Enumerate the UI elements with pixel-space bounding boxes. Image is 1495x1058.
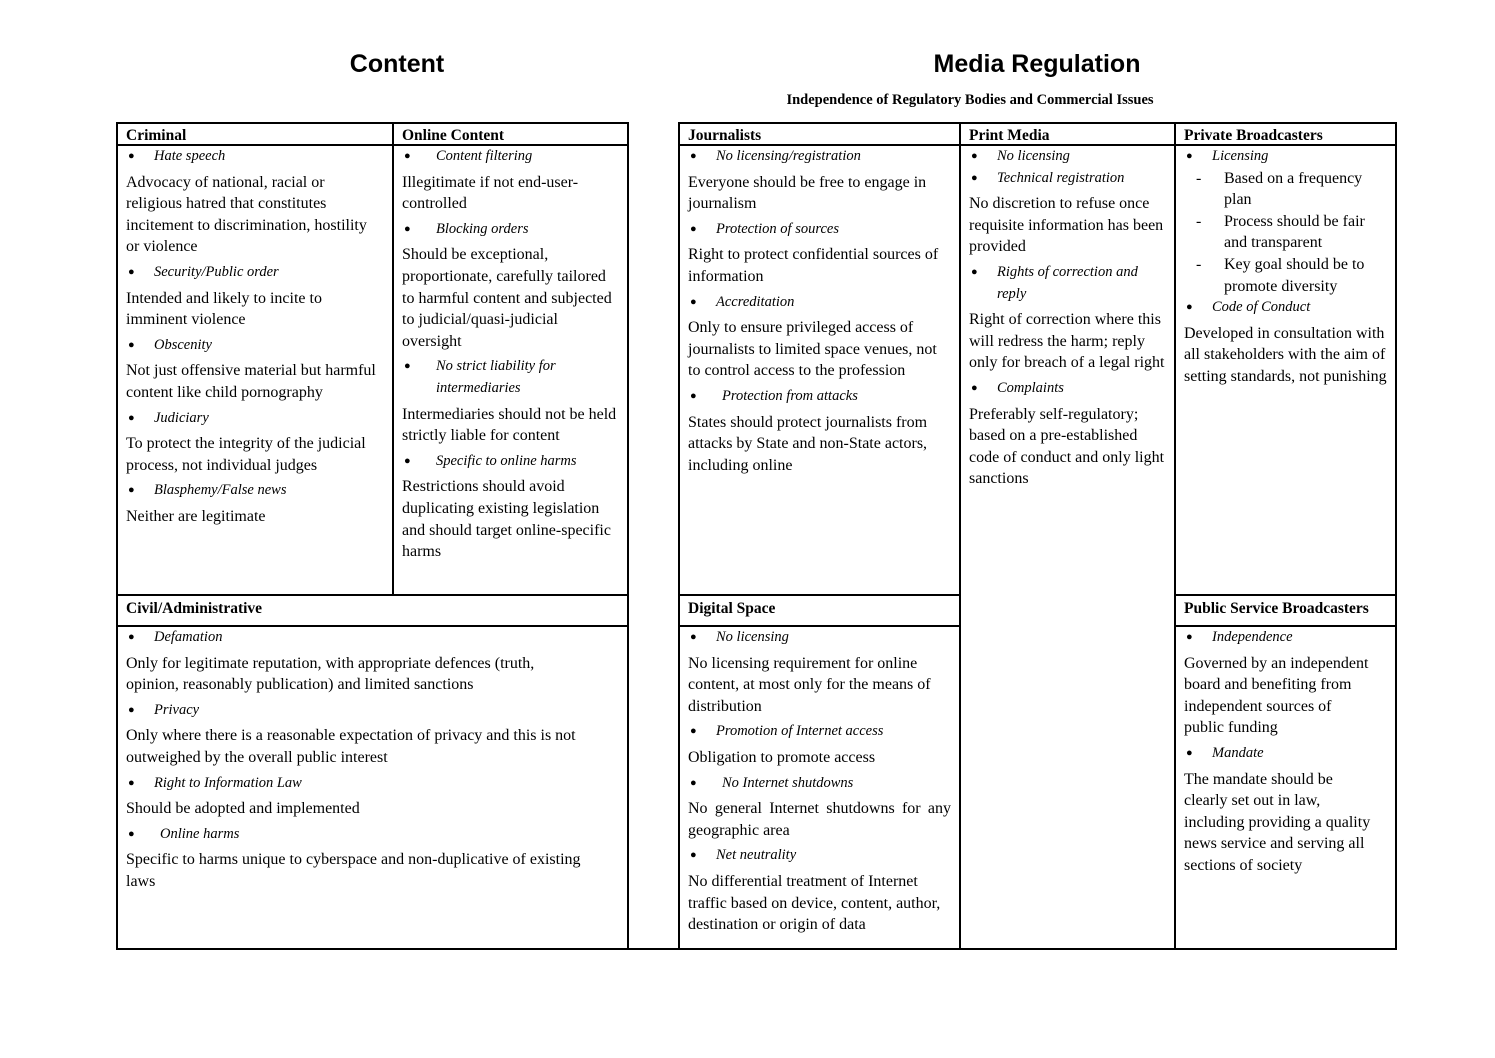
criminal-bullet: Blasphemy/False news <box>154 482 287 499</box>
bullet-icon: ● <box>690 222 697 235</box>
bullet-icon: ● <box>1186 301 1193 314</box>
bullet-icon: ● <box>128 411 135 424</box>
journalists-bullet: Protection from attacks <box>722 387 858 404</box>
online-text: Should be exceptional, proportionate, carefully tailored to harmful content and subjected to judicial/quasi-judicial oversight <box>402 246 612 350</box>
print-text: No discretion to refuse once requisite information has been provided <box>969 195 1164 256</box>
bullet-icon: ● <box>690 631 697 643</box>
journalists-bullet: Protection of sources <box>716 220 839 237</box>
bullet-icon: ● <box>128 150 135 162</box>
print-bullet: Rights of correction and reply <box>997 263 1138 302</box>
bullet-icon: ● <box>128 484 135 497</box>
journalists-cell <box>680 146 959 480</box>
dash-icon: - <box>1196 169 1202 187</box>
bullet-icon: ● <box>404 222 411 235</box>
digital-text: Obligation to promote access <box>688 748 876 766</box>
online-bullet: Specific to online harms <box>436 452 577 469</box>
media-regulation-title: Media Regulation <box>933 50 1141 78</box>
private-bullet: Licensing <box>1212 148 1269 164</box>
digital-text: No licensing requirement for online content, at most only for the means of distribution <box>688 654 931 715</box>
private-text: Developed in consultation with all stakeholders with the aim of setting standards, not punishing <box>1184 324 1387 385</box>
divider <box>1174 594 1397 596</box>
civil-bullet: Online harms <box>160 825 240 842</box>
bullet-icon: ● <box>690 776 697 789</box>
bullet-icon: ● <box>690 725 697 738</box>
criminal-text: Not just offensive material but harmful content like child pornography <box>126 362 376 401</box>
journalists-header: Journalists <box>688 127 762 144</box>
criminal-bullet: Judiciary <box>154 409 209 426</box>
journalists-text: Everyone should be free to engage in journalism <box>688 173 927 213</box>
online-bullet: No strict liability for intermediaries <box>436 358 556 396</box>
divider <box>678 594 961 596</box>
bullet-icon: ● <box>128 631 135 643</box>
bullet-icon: ● <box>971 171 978 184</box>
criminal-bullet: Obscenity <box>154 336 212 353</box>
public-service-broadcasters-cell <box>1176 627 1395 881</box>
bullet-icon: ● <box>971 265 978 278</box>
criminal-text: Advocacy of national, racial or religious hatred that constitutes incitement to discrimination, hostility or violence <box>126 173 367 256</box>
private-broadcasters-cell <box>1176 146 1395 392</box>
private-broadcasters-header: Private Broadcasters <box>1184 127 1323 144</box>
digital-bullet: No licensing <box>716 629 789 645</box>
digital-space-cell <box>680 627 959 940</box>
bullet-icon: ● <box>404 454 411 467</box>
civil-text: Only where there is a reasonable expectation of privacy and this is not outweighed by the overall public interest <box>126 727 576 766</box>
print-media-header: Print Media <box>969 127 1050 144</box>
bullet-icon: ● <box>971 381 978 394</box>
bullet-icon: ● <box>1186 631 1193 643</box>
civil-text: Specific to harms unique to cyberspace and non-duplicative of existing laws <box>126 851 581 890</box>
bullet-icon: ● <box>690 150 697 162</box>
digital-text: No differential treatment of Internet traffic based on device, content, author, destination or origin of data <box>688 872 941 934</box>
psb-bullet: Mandate <box>1212 744 1264 761</box>
civil-text: Only for legitimate reputation, with appropriate defences (truth, opinion, reasonably publication) and limited sanctions <box>126 654 535 694</box>
journalists-bullet: Accreditation <box>716 293 795 310</box>
journalists-bullet: No licensing/registration <box>716 148 861 164</box>
psb-text: Governed by an independent board and benefiting from independent sources of public funding <box>1184 654 1369 737</box>
psb-text: The mandate should be clearly set out in law, including providing a quality news service and serving all sections of society <box>1184 770 1371 874</box>
print-text: Preferably self-regulatory; based on a pre-established code of conduct and only light sanctions <box>969 405 1165 488</box>
online-text: Intermediaries should not be held strictly liable for content <box>402 405 617 445</box>
bullet-icon: ● <box>690 849 697 862</box>
civil-bullet: Privacy <box>154 701 200 718</box>
private-sub-item: Key goal should be to promote diversity <box>1224 255 1365 295</box>
private-sub-item: Process should be fair and transparent <box>1224 212 1365 252</box>
journalists-text: Right to protect confidential sources of information <box>688 246 939 285</box>
dash-icon: - <box>1196 255 1202 273</box>
online-text: Illegitimate if not end-user-controlled <box>402 173 579 213</box>
criminal-bullet: Hate speech <box>154 148 226 164</box>
journalists-text: Only to ensure privileged access of journalists to limited space venues, not to control access to the profession <box>688 319 937 380</box>
criminal-cell <box>118 146 392 532</box>
civil-header: Civil/Administrative <box>126 600 263 617</box>
bullet-icon: ● <box>404 150 411 162</box>
content-title: Content <box>349 50 445 78</box>
journalists-text: States should protect journalists from attacks by State and non-State actors, including online <box>688 413 928 474</box>
bullet-icon: ● <box>128 703 135 716</box>
bullet-icon: ● <box>1186 150 1193 162</box>
bullet-icon: ● <box>690 389 697 402</box>
print-media-cell <box>961 146 1174 494</box>
criminal-header: Criminal <box>126 127 187 144</box>
civil-cell <box>118 627 627 897</box>
bullet-icon: ● <box>128 827 135 840</box>
civil-text: Should be adopted and implemented <box>126 800 360 818</box>
bullet-icon: ● <box>128 776 135 789</box>
digital-text: No general Internet shutdowns for any geographic area <box>688 800 951 839</box>
psb-bullet: Independence <box>1212 629 1293 645</box>
bullet-icon: ● <box>971 150 978 162</box>
bullet-icon: ● <box>1186 746 1193 759</box>
digital-bullet: Net neutrality <box>716 847 797 864</box>
dash-icon: - <box>1196 212 1202 230</box>
private-bullet: Code of Conduct <box>1212 299 1311 316</box>
digital-bullet: No Internet shutdowns <box>722 774 854 791</box>
criminal-text: To protect the integrity of the judicial process, not individual judges <box>126 435 366 474</box>
bullet-icon: ● <box>128 338 135 351</box>
online-text: Restrictions should avoid duplicating existing legislation and should target online-specific harms <box>402 478 611 561</box>
criminal-bullet: Security/Public order <box>154 263 279 280</box>
bullet-icon: ● <box>404 360 411 373</box>
print-bullet: Technical registration <box>997 169 1125 186</box>
online-bullet: Content filtering <box>436 148 533 164</box>
divider <box>627 122 629 950</box>
print-text: Right of correction where this will redress the harm; reply only for breach of a legal right <box>969 311 1165 372</box>
digital-bullet: Promotion of Internet access <box>716 723 884 740</box>
bullet-icon: ● <box>690 295 697 308</box>
divider <box>116 948 1397 950</box>
digital-space-header: Digital Space <box>688 600 776 617</box>
divider <box>116 594 629 596</box>
civil-bullet: Right to Information Law <box>154 774 302 791</box>
civil-bullet: Defamation <box>154 629 223 645</box>
bullet-icon: ● <box>128 265 135 278</box>
print-bullet: Complaints <box>997 379 1064 396</box>
online-content-header: Online Content <box>402 127 505 144</box>
public-service-broadcasters-header: Public Service Broadcasters <box>1184 600 1369 617</box>
criminal-text: Intended and likely to incite to imminent violence <box>126 289 322 329</box>
private-sub-item: Based on a frequency plan <box>1224 169 1363 209</box>
print-bullet: No licensing <box>997 148 1070 164</box>
media-subtitle: Independence of Regulatory Bodies and Commercial Issues <box>786 92 1154 108</box>
criminal-text: Neither are legitimate <box>126 507 266 525</box>
online-bullet: Blocking orders <box>436 220 529 237</box>
online-content-cell <box>394 146 627 567</box>
divider <box>1395 122 1397 950</box>
